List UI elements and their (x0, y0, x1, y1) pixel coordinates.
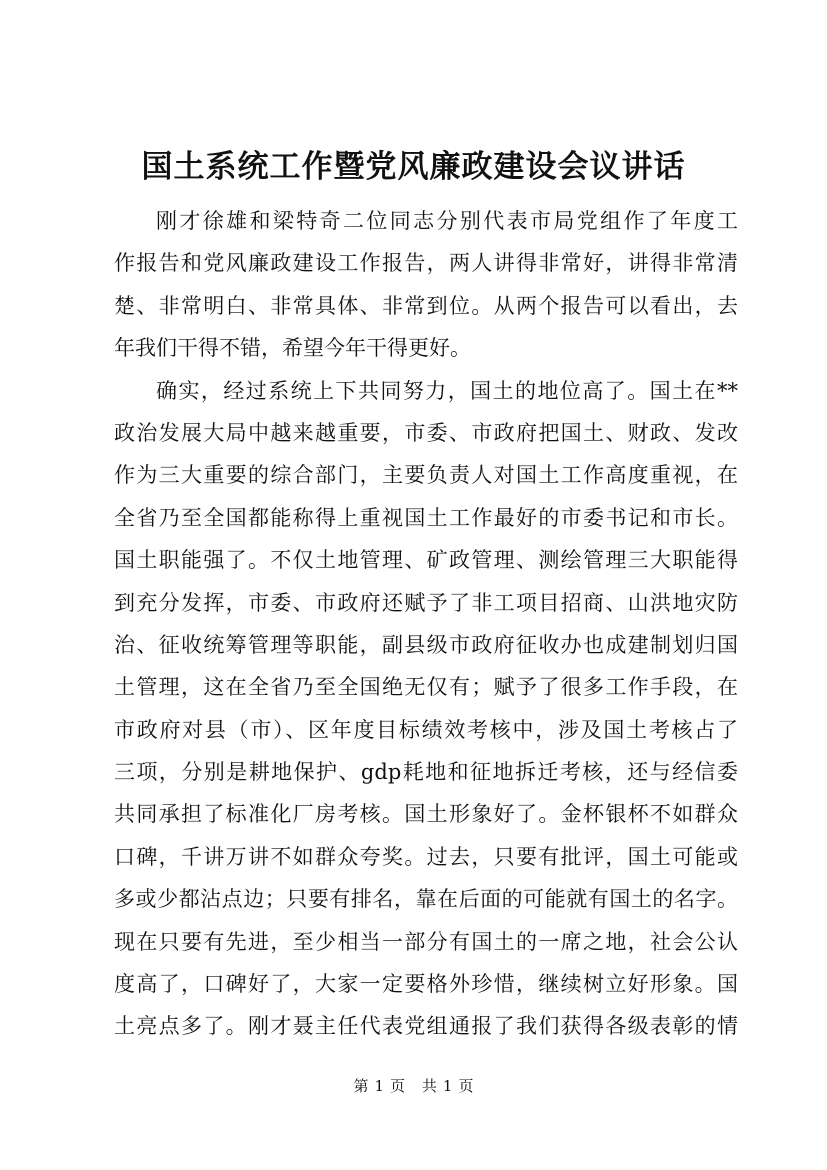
paragraph-line: 现在只要有先进，至少相当一部分有国土的一席之地，社会公认 (114, 929, 738, 954)
total-suffix: 页 (458, 1077, 474, 1095)
paragraph-line: 年我们干得不错，希望今年干得更好。 (114, 336, 471, 361)
paragraph-line: 政治发展大局中越来越重要，市委、市政府把国土、财政、发改 (114, 420, 738, 445)
paragraph-line: 作报告和党风廉政建设工作报告，两人讲得非常好，讲得非常清 (114, 251, 738, 276)
total-pages-label (419, 1077, 477, 1095)
page-footer (0, 1076, 827, 1096)
paragraph-line: 到充分发挥，市委、市政府还赋予了非工项目招商、山洪地灾防 (114, 590, 738, 615)
paragraph-line: 度高了，口碑好了，大家一定要格外珍惜，继续树立好形象。国 (114, 972, 738, 997)
paragraph-line: 国土职能强了。不仅土地管理、矿政管理、测绘管理三大职能得 (114, 548, 738, 573)
paragraph-line: 作为三大重要的综合部门，主要负责人对国土工作高度重视，在 (114, 463, 738, 488)
page-prefix: 第 (353, 1077, 369, 1095)
paragraph-line: 土管理，这在全省乃至全国绝无仅有；赋予了很多工作手段，在 (114, 675, 738, 700)
paragraph-line: 多或少都沾点边；只要有排名，靠在后面的可能就有国土的名字。 (114, 887, 738, 912)
page-number-label (351, 1077, 409, 1095)
paragraph-line: 市政府对县（市）、区年度目标绩效考核中，涉及国土考核占了 (114, 717, 738, 742)
paragraph-line: 全省乃至全国都能称得上重视国土工作最好的市委书记和市长。 (114, 505, 738, 530)
total-prefix: 共 (421, 1077, 437, 1095)
paragraph-line: 刚才徐雄和梁特奇二位同志分别代表市局党组作了年度工 (156, 209, 738, 233)
paragraph-line: 共同承担了标准化厂房考核。国土形象好了。金杯银杯不如群众 (114, 802, 738, 827)
paragraph-line: 口碑，千讲万讲不如群众夸奖。过去，只要有批评，国土可能或 (114, 844, 738, 869)
page-number: 1 (374, 1077, 385, 1095)
document-body (114, 200, 738, 1048)
paragraph-line: 土亮点多了。刚才聂主任代表党组通报了我们获得各级表彰的情 (114, 1014, 738, 1039)
paragraph-line: 楚、非常明白、非常具体、非常到位。从两个报告可以看出，去 (114, 293, 738, 318)
paragraph-line: 三项，分别是耕地保护、gdp耗地和征地拆迁考核，还与经信委 (114, 760, 738, 785)
page-mid: 页 (390, 1077, 406, 1095)
total-pages: 1 (442, 1077, 453, 1095)
paragraph-line: 治、征收统筹管理等职能，副县级市政府征收办也成建制划归国 (114, 632, 738, 657)
paragraph-line: 确实，经过系统上下共同努力，国土的地位高了。国土在** (156, 378, 738, 403)
document-title: 国土系统工作暨党风廉政建设会议讲话 (141, 149, 686, 185)
